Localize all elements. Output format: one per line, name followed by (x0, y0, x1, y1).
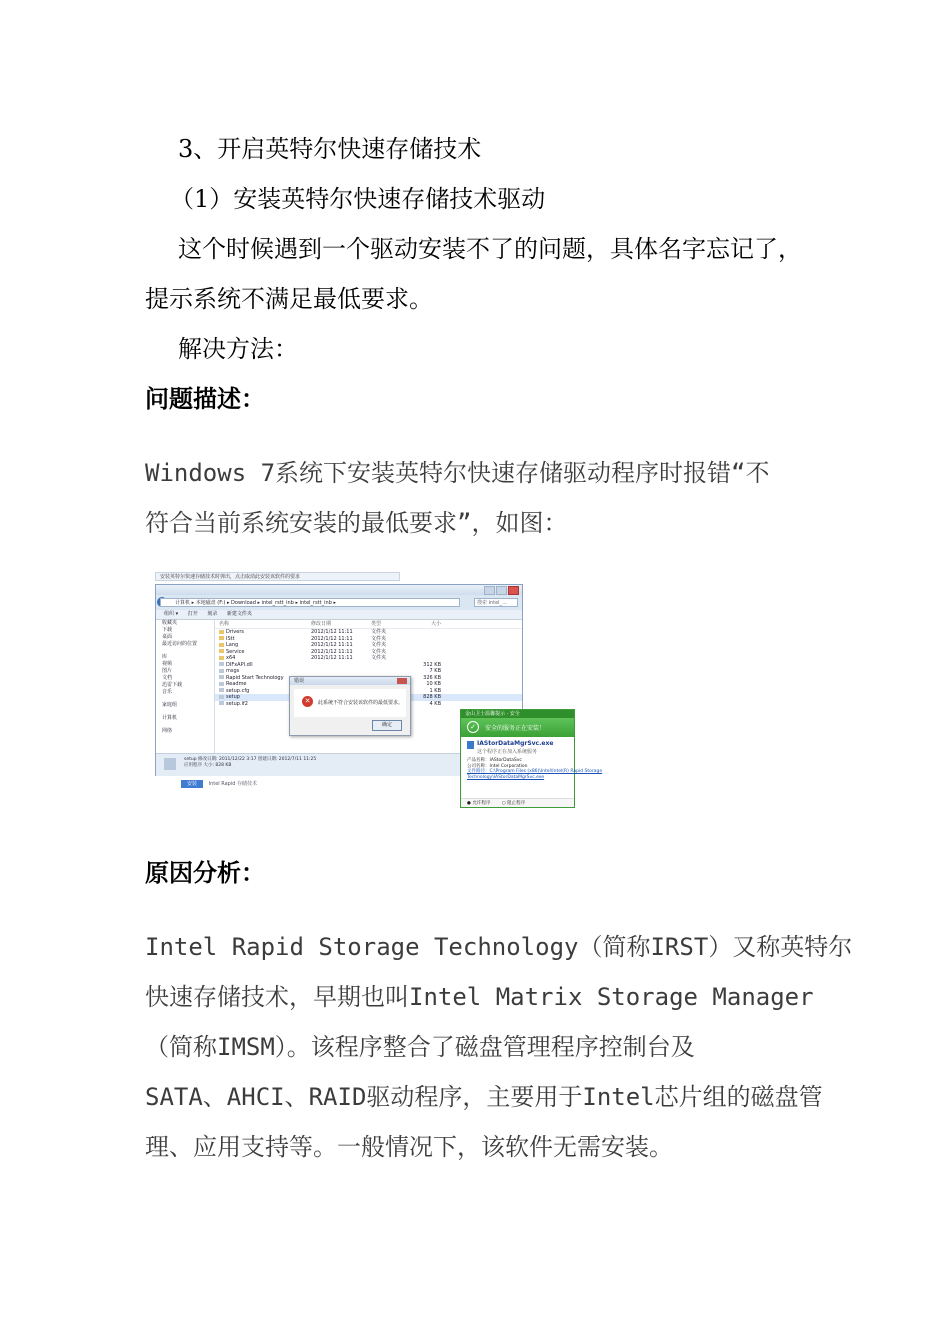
file-type: 文件夹 (371, 642, 387, 648)
popup-path-link[interactable]: 文件路径：C:\Program Files (x86)\Intel\Intel(R) Rapid Storage (467, 769, 603, 774)
bottom-text: Intel Rapid 存储技术 (208, 781, 258, 787)
window-controls (484, 586, 519, 595)
file-name-text: setup (226, 694, 240, 700)
file-size: 828 KB (423, 694, 441, 700)
file-icon (219, 682, 224, 686)
file-name-text: Rapid Start Technology (226, 674, 284, 681)
paragraph-line: Intel Rapid Storage Technology（简称IRST）又称英特尔 (145, 933, 853, 961)
file-name-text: Service (226, 648, 245, 655)
file-size: 4 KB (429, 700, 441, 707)
toolbar-open[interactable]: 打开 (187, 611, 198, 617)
close-icon[interactable] (508, 586, 519, 595)
file-icon (219, 695, 224, 699)
dialog-title: 错误 (290, 677, 410, 685)
file-icon (219, 669, 224, 673)
column-header-type[interactable]: 类型 (371, 621, 382, 627)
sidebar-item[interactable]: 图片 (162, 668, 173, 674)
sidebar-item[interactable]: 迅雷下载 (162, 682, 183, 688)
sidebar-item[interactable]: 桌面 (162, 634, 173, 640)
paragraph-line: （简称IMSM）。该程序整合了磁盘管理程序控制台及 (145, 1033, 695, 1061)
exe-icon (467, 741, 474, 749)
file-type: 文件夹 (371, 635, 387, 642)
file-name-text: x64 (226, 655, 236, 661)
popup-header: 金山卫士温馨提示 · 安全 (461, 710, 574, 718)
file-thumbnail-icon (164, 758, 176, 770)
file-icon (219, 662, 224, 666)
file-type: 文件夹 (371, 655, 387, 661)
solution-label: 解决方法： (178, 335, 298, 363)
block-radio[interactable]: ○ 阻止程序 (501, 801, 526, 806)
file-type: 文件夹 (371, 629, 387, 635)
dialog-body (294, 689, 406, 717)
sidebar-item[interactable]: 收藏夹 (162, 620, 178, 626)
file-size: 1 KB (429, 687, 441, 694)
toolbar-burn[interactable]: 刻录 (207, 611, 218, 617)
sidebar-item[interactable]: 网络 (162, 728, 173, 734)
paragraph-line: SATA、AHCI、RAID驱动程序，主要用于Intel芯片组的磁盘管 (145, 1083, 823, 1111)
paragraph-line: 理、应用支持等。一般情况下，该软件无需安装。 (145, 1133, 673, 1161)
file-size: 10 KB (426, 681, 441, 687)
folder-icon (219, 656, 224, 660)
file-icon (219, 688, 224, 692)
sidebar-item[interactable]: 音乐 (162, 689, 173, 695)
window-titlebar (156, 585, 522, 595)
sidebar-item[interactable]: 文档 (162, 675, 173, 681)
dialog-message: 此系统不符合安装该软件的最低要求。 (318, 700, 404, 706)
popup-path-link[interactable]: Technology\IAStorDataMgrSvc.exe (467, 774, 545, 780)
search-input[interactable]: 搜索 intel_... (474, 598, 518, 607)
details-line: 应用程序 大小: 828 KB (184, 763, 232, 768)
file-list-header (215, 620, 522, 629)
file-date: 2012/1/12 11:11 (311, 642, 353, 648)
popup-info-line: 公司名称：Intel Corporation (467, 763, 528, 769)
file-date: 2012/1/12 11:11 (311, 629, 353, 635)
address-bar[interactable]: 计算机 ▸ 本地磁盘 (F:) ▸ Download ▸ intel_rstt_inb ▸ intel_rstt_inb ▸ (160, 598, 460, 607)
toolbar-organize[interactable]: 组织 ▾ (164, 611, 179, 617)
sidebar-item[interactable]: 家庭组 (162, 702, 178, 708)
figure-top-bar: 安装英特尔快速存储技术时弹出，点击取消此安装该软件的要求 (155, 572, 400, 581)
column-header-date[interactable]: 修改日期 (311, 621, 332, 627)
paragraph-line: 这个时候遇到一个驱动安装不了的问题，具体名字忘记了， (178, 235, 802, 263)
file-name-text: setup.if2 (226, 700, 248, 707)
file-date: 2012/1/12 11:11 (311, 635, 353, 642)
popup-info (467, 758, 602, 780)
file-name-text: Readme (226, 681, 247, 687)
folder-icon (219, 636, 224, 640)
nav-sidebar (156, 620, 215, 753)
file-date: 2012/1/12 11:11 (311, 655, 353, 661)
maximize-icon[interactable] (496, 586, 507, 595)
dialog-close-icon[interactable] (397, 678, 407, 684)
popup-subtitle: 这个程序正在加入系统服务 (477, 749, 538, 755)
section-title: 3、开启英特尔快速存储技术 (178, 135, 482, 163)
file-icon (219, 701, 224, 705)
check-icon: ✓ (467, 721, 479, 733)
file-size: 326 KB (423, 674, 441, 681)
details-text (184, 757, 316, 769)
security-popup (460, 709, 603, 808)
paragraph-line: Windows 7系统下安装英特尔快速存储驱动程序时报错“不 (145, 459, 770, 487)
minimize-icon[interactable] (484, 586, 495, 595)
paragraph-line: 提示系统不满足最低要求。 (145, 285, 433, 313)
paragraph-line: 符合当前系统安装的最低要求”，如图： (145, 509, 568, 537)
folder-icon (219, 649, 224, 653)
toolbar (156, 610, 522, 620)
file-size: 7 KB (429, 668, 441, 674)
popup-exe-name: IAStorDataMgrSvc.exe (477, 740, 554, 747)
popup-banner-text: 安全的服务正在安装！ (485, 725, 546, 732)
install-button[interactable]: 安装 (181, 780, 203, 788)
file-name-text: Drivers (226, 629, 244, 635)
sidebar-item[interactable]: 下载 (162, 627, 173, 633)
popup-banner (461, 718, 574, 737)
sub-title: （1）安装英特尔快速存储技术驱动 (170, 185, 546, 213)
figure-bottom-bar (181, 780, 257, 788)
error-dialog (289, 676, 411, 736)
file-name-text: IStt (226, 635, 235, 642)
problem-heading: 问题描述： (145, 385, 265, 413)
file-type: 文件夹 (371, 648, 387, 655)
cause-heading: 原因分析： (145, 859, 265, 887)
file-size: 312 KB (423, 661, 441, 668)
sidebar-item[interactable]: 视频 (162, 661, 173, 667)
file-name-text: setup.cfg (226, 687, 250, 694)
sidebar-item[interactable]: 计算机 (162, 715, 178, 721)
popup-info-line: 产品名称：IAStorDataSvc (467, 758, 522, 763)
file-name-text: DIFxAPI.dll (226, 661, 253, 668)
details-line: setup 修改日期: 2011/12/22 3:17 创建日期: 2012/7/11 11:25 (184, 757, 317, 762)
toolbar-new-folder[interactable]: 新建文件夹 (226, 611, 252, 617)
file-name-text: msgs (226, 668, 240, 674)
column-header-size[interactable]: 大小 (430, 621, 441, 627)
file-icon (219, 675, 224, 679)
file-date: 2012/1/12 11:11 (311, 648, 353, 655)
folder-icon (219, 643, 224, 647)
dialog-ok-button[interactable]: 确定 (372, 720, 402, 731)
column-header-name[interactable]: 名称 (219, 621, 230, 627)
file-name-text: Lang (226, 642, 239, 648)
paragraph-line: 快速存储技术，早期也叫Intel Matrix Storage Manager (145, 983, 814, 1011)
allow-radio[interactable]: ● 允许程序 (467, 801, 491, 806)
error-icon: ✕ (302, 696, 313, 707)
sidebar-item[interactable]: 最近访问的位置 (162, 641, 198, 647)
folder-icon (219, 630, 224, 634)
sidebar-item[interactable]: 库 (162, 654, 168, 660)
popup-footer (461, 798, 574, 807)
error-screenshot-figure (143, 566, 603, 806)
